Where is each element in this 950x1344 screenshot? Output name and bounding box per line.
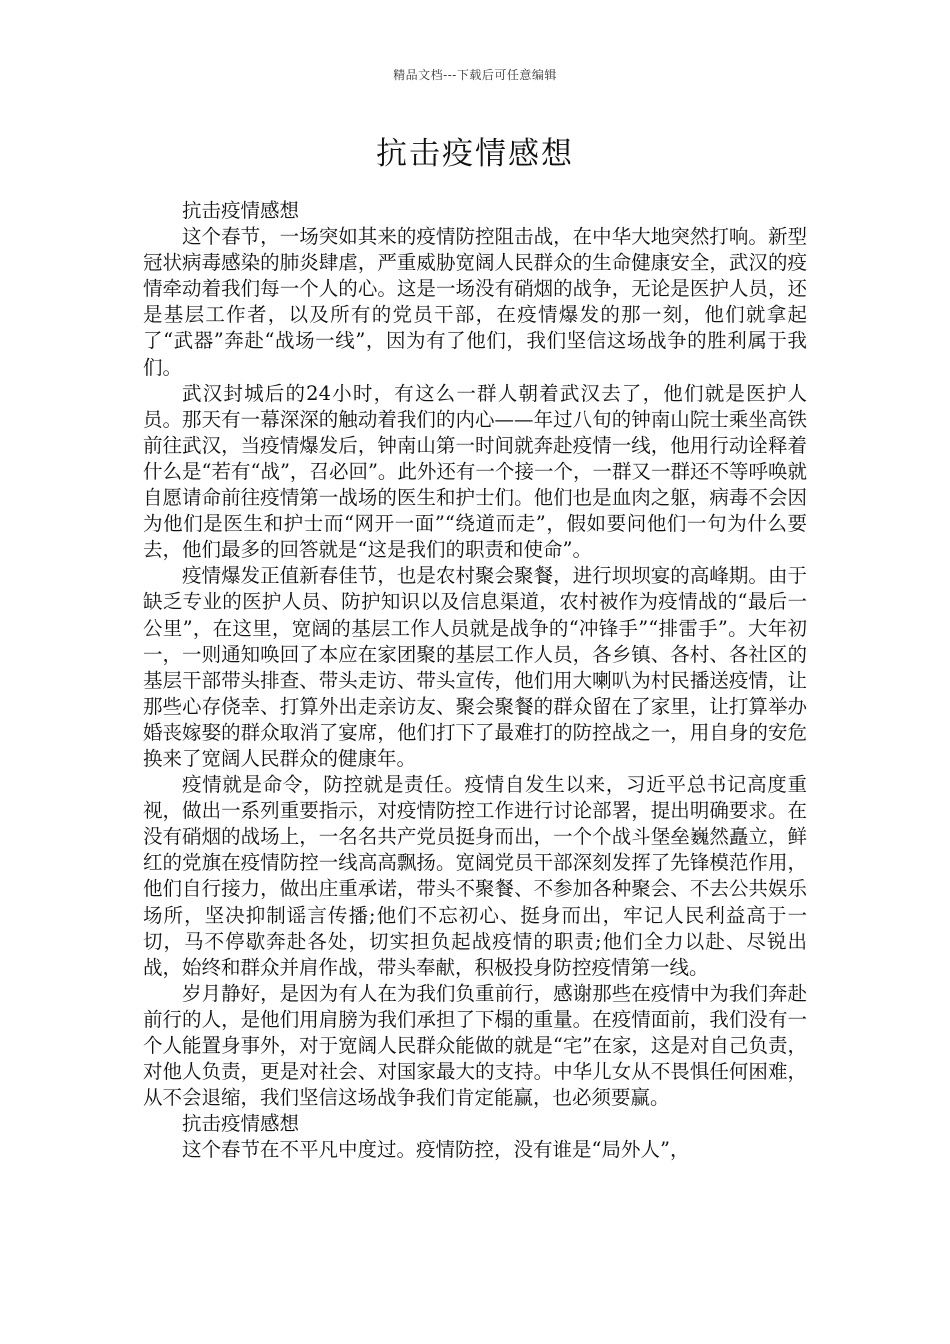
paragraph: 岁月静好，是因为有人在为我们负重前行，感谢那些在疫情中为我们奔赴前行的人，是他们用肩膀为我们承担了下榻的重量。在疫情面前，我们没有一个人能置身事外，对于宽阔人民群众能做的就是“宅”在家，这是对自己负责，对他人负责，更是对社会、对国家最大的支持。中华儿女从不畏惧任何困难，从不会退缩，我们坚信这场战争我们肯定能赢，也必须要赢。 [143,981,807,1110]
document-title: 抗击疫情感想 [376,136,574,172]
paragraph: 疫情爆发正值新春佳节，也是农村聚会聚餐，进行坝坝宴的高峰期。由于缺乏专业的医护人员、防护知识以及信息渠道，农村被作为疫情战的“最后一公里”，在这里，宽阔的基层工作人员就是战争的“冲锋手”“排雷手”。大年初一，一则通知唤回了本应在家团聚的基层工作人员，各乡镇、各村、各社区的基层干部带头排查、带头走访、带头宣传，他们用大喇叭为村民播送疫情，让那些心存侥幸、打算外出走亲访友、聚会聚餐的群众留在了家里，让打算举办婚丧嫁娶的群众取消了宴席，他们打下了最难打的防控战之一，用自身的安危换来了宽阔人民群众的健康年。 [143,564,807,770]
paragraph-subtitle: 抗击疫情感想 [182,1112,300,1136]
header-note: 精品文档---下载后可任意编辑 [393,68,557,82]
document-body [143,198,807,1163]
paragraph-subtitle: 抗击疫情感想 [182,199,300,222]
paragraph: 这个春节，一场突如其来的疫情防控阻击战，在中华大地突然打响。新型冠状病毒感染的肺炎肆虐，严重威胁宽阔人民群众的生命健康安全，武汉的疫情牵动着我们每一个人的心。这是一场没有硝烟的战争，无论是医护人员，还是基层工作者，以及所有的党员干部，在疫情爆发的那一刻，他们就拿起了“武器”奔赴“战场一线”，因为有了他们，我们坚信这场战争的胜利属于我们。 [143,225,807,379]
paragraph: 武汉封城后的24小时，有这么一群人朝着武汉去了，他们就是医护人员。那天有一幕深深的触动着我们的内心——年过八旬的钟南山院士乘坐高铁前往武汉，当疫情爆发后，钟南山第一时间就奔赴疫情一线，他用行动诠释着什么是“若有“战”，召必回”。此外还有一个接一个，一群又一群还不等呼唤就自愿请命前往疫情第一战场的医生和护士们。他们也是血肉之躯，病毒不会因为他们是医生和护士而“网开一面”“绕道而走”，假如要问他们一句为什么要去，他们最多的回答就是“这是我们的职责和使命”。 [143,381,807,562]
paragraph: 这个春节在不平凡中度过。疫情防控，没有谁是“局外人”， [182,1138,690,1162]
paragraph: 疫情就是命令，防控就是责任。疫情自发生以来，习近平总书记高度重视，做出一系列重要指示，对疫情防控工作进行讨论部署，提出明确要求。在没有硝烟的战场上，一名名共产党员挺身而出，一个个战斗堡垒巍然矗立，鲜红的党旗在疫情防控一线高高飘扬。宽阔党员干部深刻发挥了先锋模范作用，他们自行接力，做出庄重承诺，带头不聚餐、不参加各种聚会、不去公共娱乐场所，坚决抑制谣言传播;他们不忘初心、挺身而出，牢记人民利益高于一切，马不停歇奔赴各处，切实担负起战疫情的职责;他们全力以赴、尽锐出战，始终和群众并肩作战，带头奉献，积极投身防控疫情第一线。 [143,773,807,979]
